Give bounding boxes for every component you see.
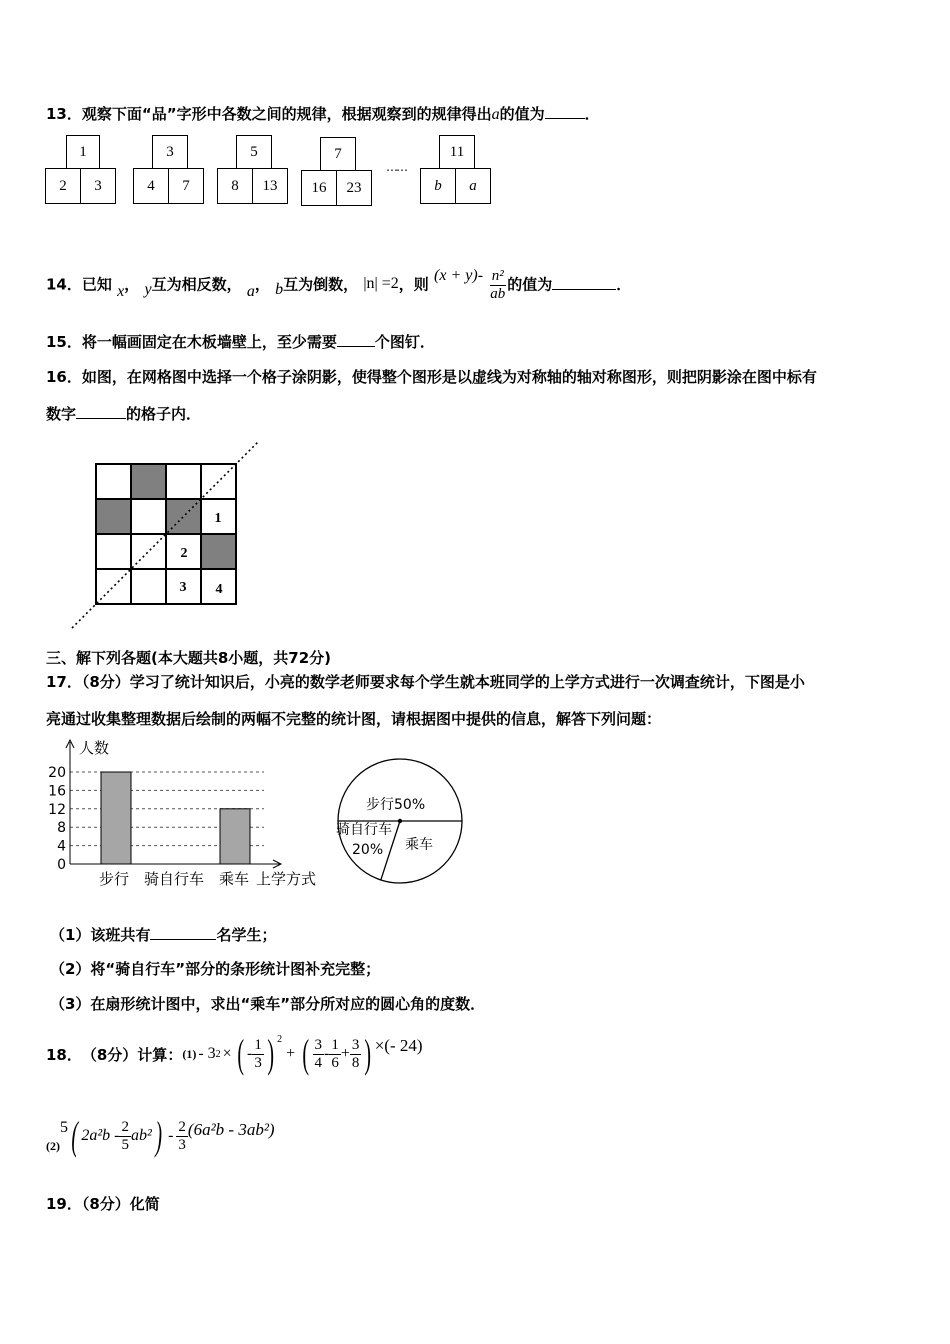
q14-end: ．: [616, 275, 632, 294]
q13-ellipsis: ……: [386, 160, 406, 174]
paren: ): [155, 1113, 162, 1158]
q17-line1: [46, 671, 805, 692]
q18-line1: [46, 1032, 423, 1076]
q14-t5: 的值为: [507, 275, 553, 294]
q18-e1-sup: 2: [215, 1048, 221, 1060]
y-tick-label: 20: [48, 765, 66, 781]
frac-den: 4: [314, 1054, 323, 1071]
q19-text: [46, 1193, 160, 1214]
bar-1: [101, 772, 131, 864]
q14-x: x: [117, 282, 125, 300]
q19-stem: （8分）化简: [81, 1195, 160, 1213]
q18-e1-a: - 3: [198, 1045, 216, 1062]
q14-a: a: [246, 282, 255, 300]
q18-e2-t3: (6a²b - 3ab²): [187, 1120, 275, 1139]
y-tick-label: 16: [48, 783, 66, 800]
y-tick-label: 4: [57, 838, 66, 855]
q18-e1-tail: ×(- 24): [374, 1036, 423, 1055]
q18-line2: [46, 1112, 275, 1160]
q16-line1: [46, 366, 817, 387]
q14-abs: |n| =2: [363, 274, 399, 292]
q13-end: ．: [584, 105, 600, 123]
cell-label-1: 1: [214, 511, 222, 526]
q18-e1-plus: +: [286, 1045, 296, 1062]
q13-g4-left: 16: [301, 170, 337, 206]
frac-den: 3: [254, 1054, 262, 1071]
q18-e1-frac1: [252, 1037, 264, 1071]
q18-number: 18．: [46, 1045, 82, 1064]
q13-number: 13．: [46, 105, 82, 123]
frac-den: 3: [178, 1136, 186, 1153]
q14-expr: (x + y)-: [434, 266, 484, 284]
q14-t2: 互为相反数，: [151, 275, 242, 294]
q14-t4: ，则: [398, 275, 429, 294]
q14-frac-num: n²: [491, 268, 504, 284]
q18-e2: [60, 1113, 275, 1158]
pie-chart: [330, 756, 480, 888]
q18-e2-coef: 5: [60, 1119, 68, 1136]
q14-y: y: [144, 280, 152, 298]
q14-answer-blank[interactable]: [552, 275, 616, 290]
q17-sub3: （3）在扇形统计图中，求出“乘车”部分所对应的圆心角的度数．: [50, 995, 486, 1013]
pie-label-bike: 骑自行车: [336, 822, 392, 838]
q16-line2b: 的格子内．: [126, 405, 202, 423]
frac-den: 5: [121, 1136, 129, 1153]
shaded-cell: [96, 499, 131, 534]
y-tick-label: 0: [57, 857, 66, 873]
cell-label-3: 3: [179, 580, 187, 595]
q15-answer-blank[interactable]: [337, 332, 375, 347]
bar-xlabel: 上学方式: [256, 870, 317, 888]
q14-t1: 已知: [81, 275, 112, 294]
x-category-label: 骑自行车: [143, 870, 205, 888]
frac-den: 6: [331, 1054, 339, 1071]
paren: ): [364, 1031, 372, 1076]
q13-g3-right: 13: [252, 168, 288, 204]
q16-line2a: 数字: [46, 405, 77, 423]
q13-g4-right: 23: [336, 170, 372, 206]
cell-label-4: 4: [215, 582, 223, 597]
q15-number: 15．: [46, 333, 82, 351]
q14-frac-den: ab: [490, 285, 506, 302]
shaded-cell: [201, 534, 236, 569]
q17-line2: 亮通过收集整理数据后绘制的两幅不完整的统计图，请根据图中提供的信息，解答下列问题：: [46, 710, 662, 728]
frac-num: 2: [178, 1119, 186, 1135]
q18-e1-frac2: [313, 1037, 325, 1071]
q14-text: [46, 268, 631, 302]
section3-title: 三、解下列各题(本大题共8小题，共72分): [46, 649, 332, 667]
q17-answer-blank[interactable]: [150, 925, 216, 940]
q18-e1: [198, 1031, 423, 1076]
bar-3: [220, 809, 250, 864]
q15-text: [46, 331, 435, 352]
x-category-label: 步行: [98, 870, 130, 888]
q18-e2-frac1: [119, 1119, 131, 1153]
q16-grid-figure: [60, 436, 270, 631]
q13-g5-left: b: [420, 168, 456, 204]
q14-fraction: [488, 268, 507, 302]
frac-num: 2: [121, 1119, 129, 1135]
q13-var: a: [491, 106, 500, 123]
q17-stem1: （8分）学习了统计知识后，小亮的数学老师要求每个学生就本班同学的上学方式进行一次调查统计，下图是小: [81, 673, 805, 691]
q18-e1-neg: -: [247, 1045, 253, 1062]
frac-num: 3: [314, 1037, 323, 1053]
paren: ): [267, 1031, 274, 1076]
q18-e2-minus: -: [168, 1127, 174, 1144]
q18-e2-frac2: [176, 1119, 188, 1153]
paren: (: [302, 1031, 310, 1076]
y-tick-label: 12: [48, 801, 66, 818]
q17-sub2: （2）将“骑自行车”部分的条形统计图补充完整；: [50, 960, 381, 978]
q18-e1-minus: -: [324, 1045, 330, 1062]
frac-den: 8: [351, 1054, 360, 1071]
frac-num: 1: [254, 1037, 262, 1053]
q18-e1-frac4: [350, 1037, 362, 1071]
q14-number: 14．: [46, 275, 82, 294]
q16-stem: 如图，在网格图中选择一个格子涂阴影，使得整个图形是以虚线为对称轴的轴对称图形，则把阴影涂在图中标有: [81, 368, 817, 386]
q13-tail: 的值为: [499, 105, 545, 123]
q13-text: [46, 103, 600, 124]
q13-g1-top: 1: [66, 135, 100, 169]
pie-label-bike-pct: 20%: [352, 842, 384, 858]
q18-intro: （8分）计算：: [81, 1045, 183, 1064]
q18-e1-sup2: 2: [277, 1034, 283, 1045]
q13-g2-left: 4: [133, 168, 169, 204]
q17-sub1: [50, 924, 276, 945]
q19-number: 19．: [46, 1195, 82, 1213]
pie-center: [398, 819, 402, 823]
q13-g2-right: 7: [168, 168, 204, 204]
frac-num: 1: [331, 1037, 339, 1053]
q13-g4-top: 7: [320, 137, 356, 171]
q13-g3-top: 5: [236, 135, 272, 169]
q13-answer-blank[interactable]: [545, 104, 585, 119]
paren: (: [237, 1031, 244, 1076]
q18-part1-label: (1): [182, 1046, 197, 1061]
bar-chart: [48, 736, 338, 896]
x-category-label: 乘车: [218, 870, 250, 888]
pie-label-walk: 步行50%: [366, 797, 426, 813]
q18-part2-label: (2): [46, 1138, 60, 1153]
q18-e2-t2: ab²: [130, 1127, 152, 1144]
y-tick-label: 8: [57, 820, 66, 837]
q13-g3-left: 8: [217, 168, 253, 204]
q13-stem: 观察下面“品”字形中各数之间的规律，根据观察到的规律得出: [81, 105, 492, 123]
q15-tail: 个图钉．: [374, 333, 435, 351]
q14-comma1: ，: [124, 275, 140, 294]
q13-g1-right: 3: [80, 168, 116, 204]
q13-g1-left: 2: [45, 168, 81, 204]
shaded-cell: [131, 464, 166, 499]
q17-sub1b: 名学生；: [216, 926, 277, 944]
q13-g5-right: a: [455, 168, 491, 204]
q17-number: 17．: [46, 673, 82, 691]
q17-sub1a: （1）该班共有: [50, 926, 151, 944]
q14-comma2: ，: [254, 275, 270, 294]
pie-label-car: 乘车: [405, 837, 433, 853]
q15-stem: 将一幅画固定在木板墙壁上，至少需要: [81, 333, 337, 351]
q18-e2-t1: 2a²b -: [81, 1127, 120, 1144]
q14-t3: 互为倒数，: [283, 275, 359, 294]
bar-ylabel: 人数: [79, 739, 110, 757]
q18-e1-plus2: +: [340, 1045, 350, 1062]
q18-e1-times: ×: [222, 1045, 232, 1062]
q16-line2: [46, 403, 201, 424]
q13-g2-top: 3: [152, 135, 188, 169]
paren: (: [71, 1113, 78, 1158]
q18-e1-frac3: [329, 1037, 341, 1071]
q14-b: b: [275, 280, 284, 298]
frac-num: 3: [351, 1037, 360, 1053]
q13-g5-top: 11: [439, 135, 475, 169]
cell-label-2: 2: [180, 546, 188, 561]
q16-number: 16．: [46, 368, 82, 386]
q16-answer-blank[interactable]: [76, 404, 126, 419]
